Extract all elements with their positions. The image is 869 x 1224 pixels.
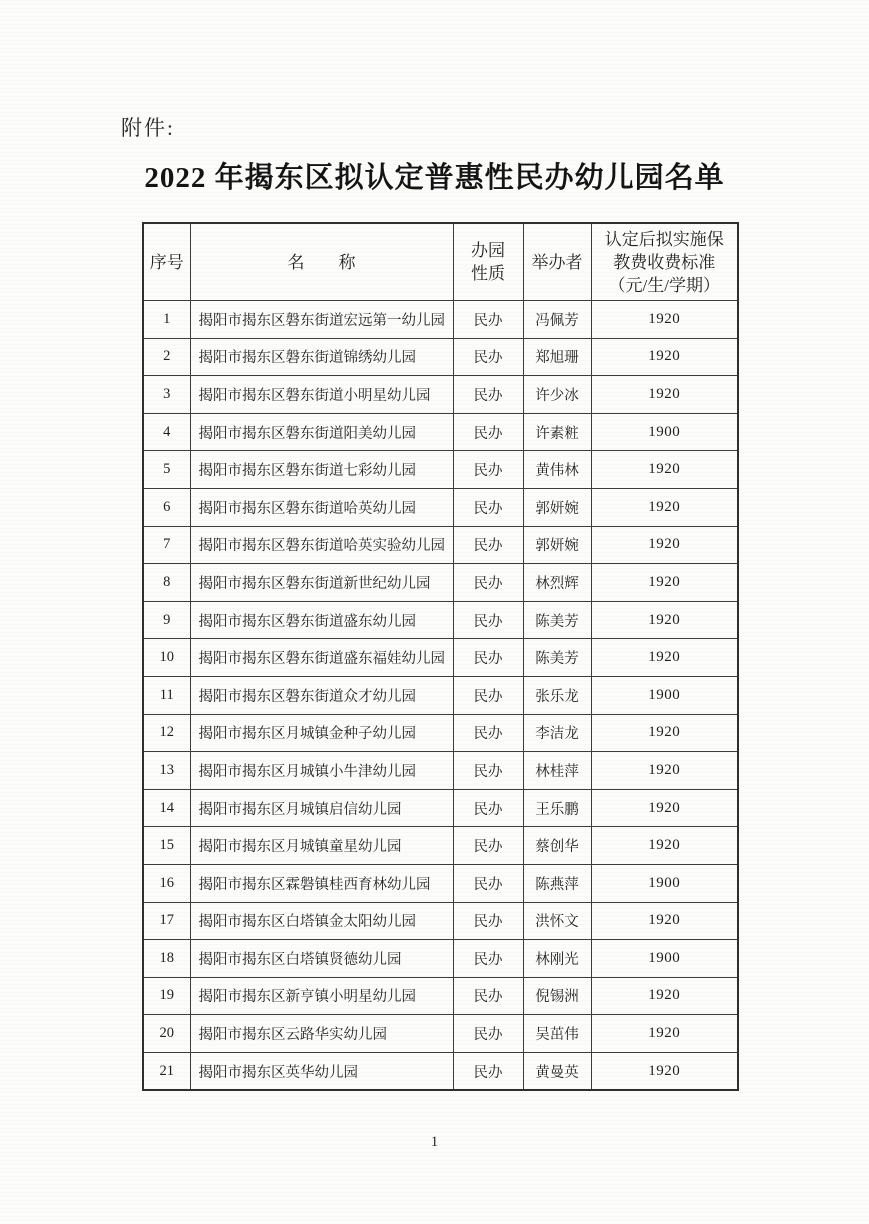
cell-nature: 民办 [453,488,523,526]
cell-organizer: 陈美芳 [523,639,591,677]
cell-serial-number: 17 [143,902,190,940]
cell-kindergarten-name: 揭阳市揭东区磐东街道锦绣幼儿园 [190,338,453,376]
cell-serial-number: 2 [143,338,190,376]
cell-nature: 民办 [453,827,523,865]
cell-serial-number: 20 [143,1015,190,1053]
cell-kindergarten-name: 揭阳市揭东区磐东街道七彩幼儿园 [190,451,453,489]
cell-nature: 民办 [453,526,523,564]
cell-organizer: 郑旭珊 [523,338,591,376]
cell-nature: 民办 [453,413,523,451]
table-row [143,902,738,940]
cell-nature: 民办 [453,601,523,639]
cell-organizer: 王乐鹏 [523,789,591,827]
cell-nature: 民办 [453,639,523,677]
cell-nature: 民办 [453,451,523,489]
cell-kindergarten-name: 揭阳市揭东区磐东街道阳美幼儿园 [190,413,453,451]
attachment-label: 附件: [121,116,175,140]
header-cell-organizer [523,223,591,301]
page-title: 2022 年揭东区拟认定普惠性民办幼儿园名单 [144,162,725,194]
table-row [143,789,738,827]
cell-kindergarten-name: 揭阳市揭东区英华幼儿园 [190,1052,453,1090]
cell-organizer: 黄伟林 [523,451,591,489]
cell-organizer: 林刚光 [523,940,591,978]
table-row [143,451,738,489]
cell-fee-standard: 1920 [591,639,738,677]
cell-organizer: 蔡创华 [523,827,591,865]
cell-organizer: 洪怀文 [523,902,591,940]
header-label-fee-line1: 认定后拟实施保 [604,229,724,249]
header-cell-name [190,223,453,301]
cell-fee-standard: 1920 [591,1052,738,1090]
cell-fee-standard: 1900 [591,940,738,978]
cell-organizer: 林桂萍 [523,752,591,790]
cell-kindergarten-name: 揭阳市揭东区白塔镇金太阳幼儿园 [190,902,453,940]
cell-serial-number: 8 [143,564,190,602]
cell-kindergarten-name: 揭阳市揭东区月城镇童星幼儿园 [190,827,453,865]
cell-nature: 民办 [453,940,523,978]
cell-nature: 民办 [453,714,523,752]
cell-fee-standard: 1920 [591,338,738,376]
cell-fee-standard: 1920 [591,451,738,489]
header-label-index: 序号 [149,252,184,272]
cell-organizer: 林烈辉 [523,564,591,602]
cell-fee-standard: 1920 [591,827,738,865]
table-row [143,1015,738,1053]
cell-serial-number: 6 [143,488,190,526]
table-row [143,526,738,564]
table-row [143,676,738,714]
cell-serial-number: 1 [143,301,190,339]
header-label-organizer: 举办者 [531,252,583,272]
cell-serial-number: 7 [143,526,190,564]
table-row [143,827,738,865]
cell-nature: 民办 [453,902,523,940]
header-cell-fee [591,223,738,301]
cell-organizer: 郭妍婉 [523,488,591,526]
cell-serial-number: 12 [143,714,190,752]
cell-serial-number: 21 [143,1052,190,1090]
cell-serial-number: 14 [143,789,190,827]
table-row [143,488,738,526]
cell-serial-number: 9 [143,601,190,639]
cell-serial-number: 19 [143,977,190,1015]
table-row [143,413,738,451]
cell-kindergarten-name: 揭阳市揭东区月城镇小牛津幼儿园 [190,752,453,790]
cell-organizer: 吴茁伟 [523,1015,591,1053]
cell-kindergarten-name: 揭阳市揭东区磐东街道哈英幼儿园 [190,488,453,526]
cell-kindergarten-name: 揭阳市揭东区云路华实幼儿园 [190,1015,453,1053]
cell-fee-standard: 1920 [591,301,738,339]
cell-nature: 民办 [453,977,523,1015]
table-row [143,752,738,790]
header-label-nature-line1: 办园 [471,241,505,260]
cell-organizer: 陈美芳 [523,601,591,639]
cell-organizer: 倪锡洲 [523,977,591,1015]
cell-kindergarten-name: 揭阳市揭东区磐东街道众才幼儿园 [190,676,453,714]
cell-nature: 民办 [453,376,523,414]
cell-organizer: 郭妍婉 [523,526,591,564]
cell-fee-standard: 1920 [591,488,738,526]
cell-organizer: 陈燕萍 [523,864,591,902]
cell-fee-standard: 1900 [591,864,738,902]
cell-organizer: 许素粧 [523,413,591,451]
header-label-fee-line3: （元/生/学期） [608,275,720,295]
header-label-nature-line2: 性质 [471,264,505,283]
cell-serial-number: 13 [143,752,190,790]
header-label-name: 名 称 [287,252,356,272]
cell-nature: 民办 [453,1052,523,1090]
cell-kindergarten-name: 揭阳市揭东区磐东街道盛东福娃幼儿园 [190,639,453,677]
header-label-fee-line2: 教费收费标准 [613,252,716,272]
cell-fee-standard: 1900 [591,413,738,451]
cell-kindergarten-name: 揭阳市揭东区月城镇启信幼儿园 [190,789,453,827]
table-body [143,301,738,1091]
table-row [143,601,738,639]
table-row [143,564,738,602]
cell-kindergarten-name: 揭阳市揭东区磐东街道盛东幼儿园 [190,601,453,639]
table-row [143,338,738,376]
cell-kindergarten-name: 揭阳市揭东区白塔镇贤德幼儿园 [190,940,453,978]
cell-fee-standard: 1920 [591,601,738,639]
cell-nature: 民办 [453,1015,523,1053]
cell-kindergarten-name: 揭阳市揭东区新亨镇小明星幼儿园 [190,977,453,1015]
cell-fee-standard: 1920 [591,977,738,1015]
cell-serial-number: 5 [143,451,190,489]
table-row [143,376,738,414]
table-row [143,714,738,752]
cell-nature: 民办 [453,789,523,827]
cell-serial-number: 3 [143,376,190,414]
cell-organizer: 李洁龙 [523,714,591,752]
cell-kindergarten-name: 揭阳市揭东区磐东街道新世纪幼儿园 [190,564,453,602]
cell-serial-number: 10 [143,639,190,677]
cell-fee-standard: 1920 [591,526,738,564]
cell-fee-standard: 1920 [591,564,738,602]
cell-nature: 民办 [453,752,523,790]
kindergarten-table [142,222,739,1091]
cell-nature: 民办 [453,564,523,602]
cell-fee-standard: 1900 [591,676,738,714]
cell-fee-standard: 1920 [591,376,738,414]
table-row [143,639,738,677]
cell-serial-number: 4 [143,413,190,451]
cell-organizer: 许少冰 [523,376,591,414]
cell-kindergarten-name: 揭阳市揭东区磐东街道宏远第一幼儿园 [190,301,453,339]
kindergarten-table-container [142,222,739,1091]
cell-organizer: 冯佩芳 [523,301,591,339]
cell-serial-number: 15 [143,827,190,865]
cell-organizer: 黄曼英 [523,1052,591,1090]
header-cell-nature [453,223,523,301]
cell-kindergarten-name: 揭阳市揭东区月城镇金种子幼儿园 [190,714,453,752]
cell-nature: 民办 [453,864,523,902]
cell-kindergarten-name: 揭阳市揭东区霖磐镇桂西育林幼儿园 [190,864,453,902]
cell-nature: 民办 [453,301,523,339]
page-number: 1 [430,1134,439,1150]
cell-fee-standard: 1920 [591,789,738,827]
cell-nature: 民办 [453,676,523,714]
cell-fee-standard: 1920 [591,714,738,752]
cell-serial-number: 18 [143,940,190,978]
table-header-row [143,223,738,301]
header-cell-index [143,223,190,301]
table-row [143,940,738,978]
table-row [143,977,738,1015]
table-row [143,301,738,339]
table-row [143,864,738,902]
cell-fee-standard: 1920 [591,1015,738,1053]
cell-kindergarten-name: 揭阳市揭东区磐东街道哈英实验幼儿园 [190,526,453,564]
cell-organizer: 张乐龙 [523,676,591,714]
cell-fee-standard: 1920 [591,902,738,940]
cell-nature: 民办 [453,338,523,376]
cell-serial-number: 11 [143,676,190,714]
cell-kindergarten-name: 揭阳市揭东区磐东街道小明星幼儿园 [190,376,453,414]
table-row [143,1052,738,1090]
cell-serial-number: 16 [143,864,190,902]
cell-fee-standard: 1920 [591,752,738,790]
